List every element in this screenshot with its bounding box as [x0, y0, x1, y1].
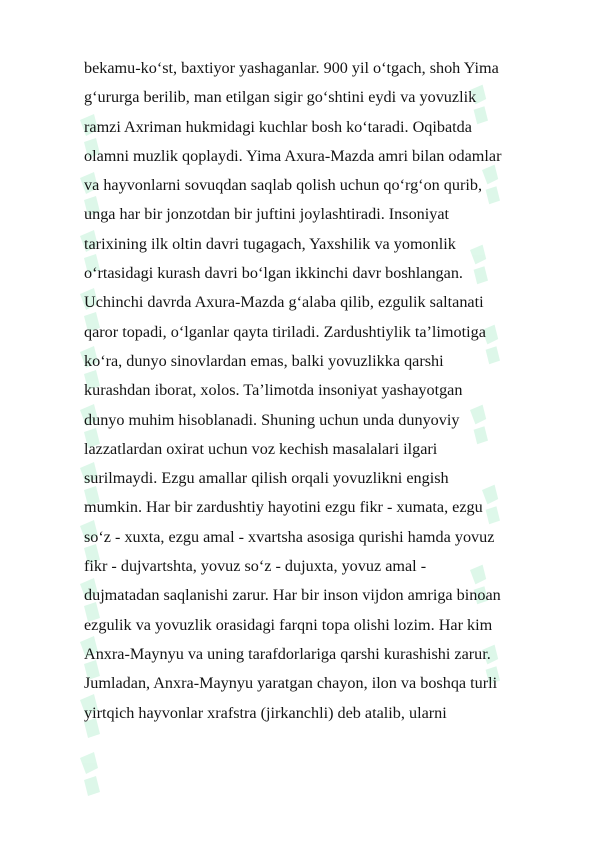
text-line: unga har bir jonzotdan bir juftini joylashtiradi. Insoniyat [84, 205, 450, 224]
text-line: va hayvonlarni sovuqdan saqlab qolish uchun qo‘rg‘on qurib, [84, 176, 483, 195]
text-line: yirtqich hayvonlar xrafstra (jirkanchli) deb atalib, ularni [84, 703, 447, 722]
text-line: ko‘ra, dunyo sinovlardan emas, balki yovuzlikka qarshi [84, 351, 444, 370]
text-line: o‘rtasidagi kurash davri bo‘lgan ikkinchi davr boshlangan. [84, 264, 463, 283]
text-line: Uchinchi davrda Axura-Mazda g‘alaba qilib, ezgulik saltanati [84, 293, 484, 312]
text-line: g‘ururga berilib, man etilgan sigir go‘shtini eydi va yovuzlik [84, 88, 477, 107]
text-line: qaror topadi, o‘lganlar qayta tiriladi. Zardushtiylik ta’limotiga [84, 322, 486, 341]
text-line: Jumladan, Anxra-Maynyu yaratgan chayon, ilon va boshqa turli [84, 674, 498, 693]
text-line: bekamu-ko‘st, baxtiyor yashaganlar. 900 yil o‘tgach, shoh Yima [84, 59, 499, 77]
text-line: tarixining ilk oltin davri tugagach, Yaxshilik va yomonlik [84, 234, 456, 253]
watermark-mark [80, 752, 100, 796]
text-line: surilmaydi. Ezgu amallar qilish orqali yovuzlikni engish [84, 469, 449, 488]
body-text [84, 54, 564, 728]
text-line: lazzatlardan oxirat uchun voz kechish masalalari ilgari [84, 439, 438, 458]
text-line: ramzi Axriman hukmidagi kuchlar bosh ko‘taradi. Oqibatda [84, 117, 472, 136]
text-line: dujmatadan saqlanishi zarur. Har bir inson vijdon amriga binoan [84, 586, 501, 605]
text-line: Anxra-Maynyu va uning tarafdorlariga qarshi kurashishi zarur. [84, 644, 491, 663]
text-line: mumkin. Har bir zardushtiy hayotini ezgu fikr - xumata, ezgu [84, 498, 483, 517]
text-line: dunyo muhim hisoblanadi. Shuning uchun unda dunyoviy [84, 410, 460, 429]
text-line: so‘z - xuxta, ezgu amal - xvartsha asosiga qurishi hamda yovuz [84, 527, 495, 546]
text-line: ezgulik va yovuzlik orasidagi farqni topa olishi lozim. Har kim [84, 615, 493, 634]
text-line: fikr - dujvartshta, yovuz so‘z - dujuxta, yovuz amal - [84, 557, 427, 576]
text-line: olamni muzlik qoplaydi. Yima Axura-Mazda amri bilan odamlar [84, 146, 502, 165]
text-line: kurashdan iborat, xolos. Ta’limotda insoniyat yashayotgan [84, 381, 463, 400]
